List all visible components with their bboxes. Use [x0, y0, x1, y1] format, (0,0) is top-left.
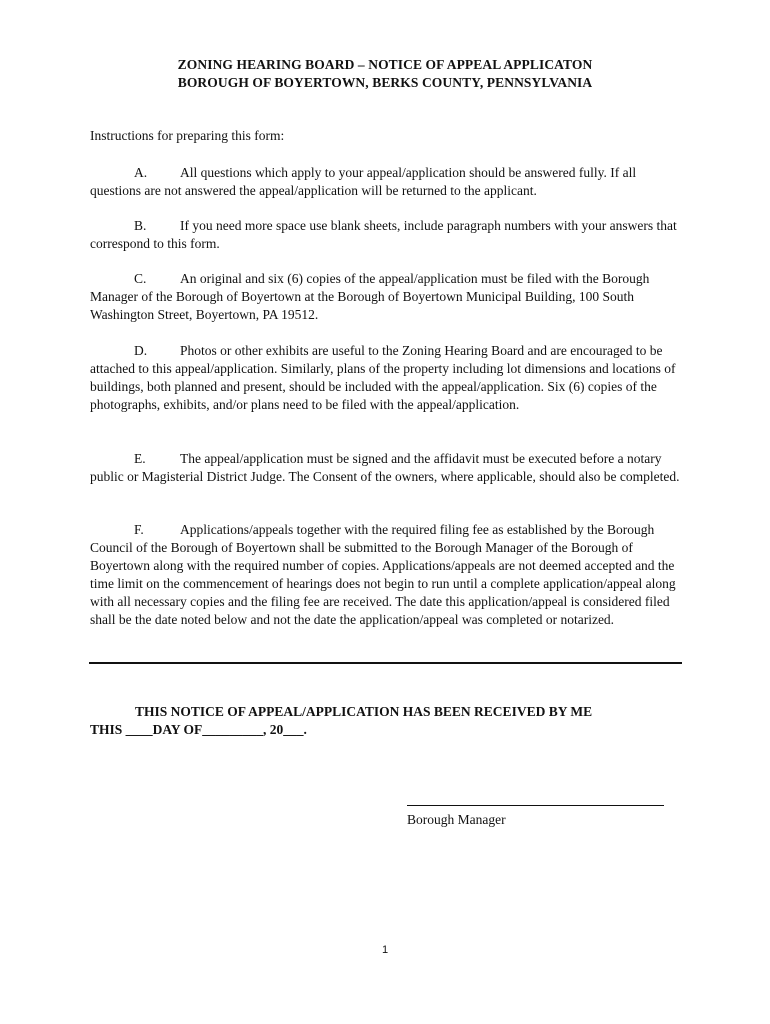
instruction-paragraph-f: [90, 521, 682, 629]
instruction-text-b: If you need more space use blank sheets, include paragraph numbers with your answers that correspond to this form.: [90, 218, 677, 251]
signature-line: [407, 805, 664, 806]
instruction-text-a: All questions which apply to your appeal/application should be answered fully. If all questions are not answered the appeal/application will be returned to the applicant.: [90, 165, 637, 198]
instruction-text-e: The appeal/application must be signed and the affidavit must be executed before a notary public or Magisterial District Judge. The Consent of the owners, where applicable, should also be completed.: [90, 451, 680, 484]
instruction-text-d: Photos or other exhibits are useful to the Zoning Hearing Board and are encouraged to be attached to this appeal/application. Similarly, plans of the property including lot dimensions and locations of buildings, both planned and present, should be included with the appeal/application. Six (6) copies of the photographs, exhibits, and/or plans need to be filed with the appeal/application.: [90, 343, 676, 412]
instruction-paragraph-e: [90, 450, 682, 486]
instruction-paragraph-b: [90, 217, 682, 253]
instruction-label-e: E.: [134, 451, 146, 466]
instruction-label-a: A.: [134, 165, 148, 180]
page-number: 1: [381, 944, 389, 956]
instruction-text-c: An original and six (6) copies of the appeal/application must be filed with the Borough Manager of the Borough of Boyertown at the Borough of Boyertown Municipal Building, 100 South Washington Street, Boyertown, PA 19512.: [90, 271, 650, 322]
document-title-line-1: ZONING HEARING BOARD – NOTICE OF APPEAL APPLICATON: [177, 57, 593, 72]
instruction-label-d: D.: [134, 343, 148, 358]
instruction-text-f: Applications/appeals together with the required filing fee as established by the Borough Council of the Borough of Boyertown shall be submitted to the Borough Manager of the Borough of Boyertown along with the required number of copies. Applications/appeals are not deemed accepted and the time limit on the commencement of hearings does not begin to run until a complete application/appeal along with all necessary copies and the filing fee are received. The date this application/appeal is considered filed shall be the date noted below and not the date the application/appeal was completed or notarized.: [90, 522, 676, 627]
receipt-statement-line-2: THIS ____DAY OF_________, 20___.: [90, 722, 307, 737]
document-title-line-2: BOROUGH OF BOYERTOWN, BERKS COUNTY, PENNSYLVANIA: [177, 75, 593, 90]
section-divider: [89, 662, 682, 664]
instructions-intro: Instructions for preparing this form:: [90, 128, 285, 143]
instruction-paragraph-d: [90, 342, 682, 414]
instruction-paragraph-c: [90, 270, 682, 324]
signature-label: Borough Manager: [407, 812, 506, 827]
instruction-label-c: C.: [134, 271, 147, 286]
receipt-statement-line-1: THIS NOTICE OF APPEAL/APPLICATION HAS BEEN RECEIVED BY ME: [135, 704, 593, 719]
instruction-paragraph-a: [90, 164, 682, 200]
instruction-label-b: B.: [134, 218, 147, 233]
instruction-label-f: F.: [134, 522, 144, 537]
